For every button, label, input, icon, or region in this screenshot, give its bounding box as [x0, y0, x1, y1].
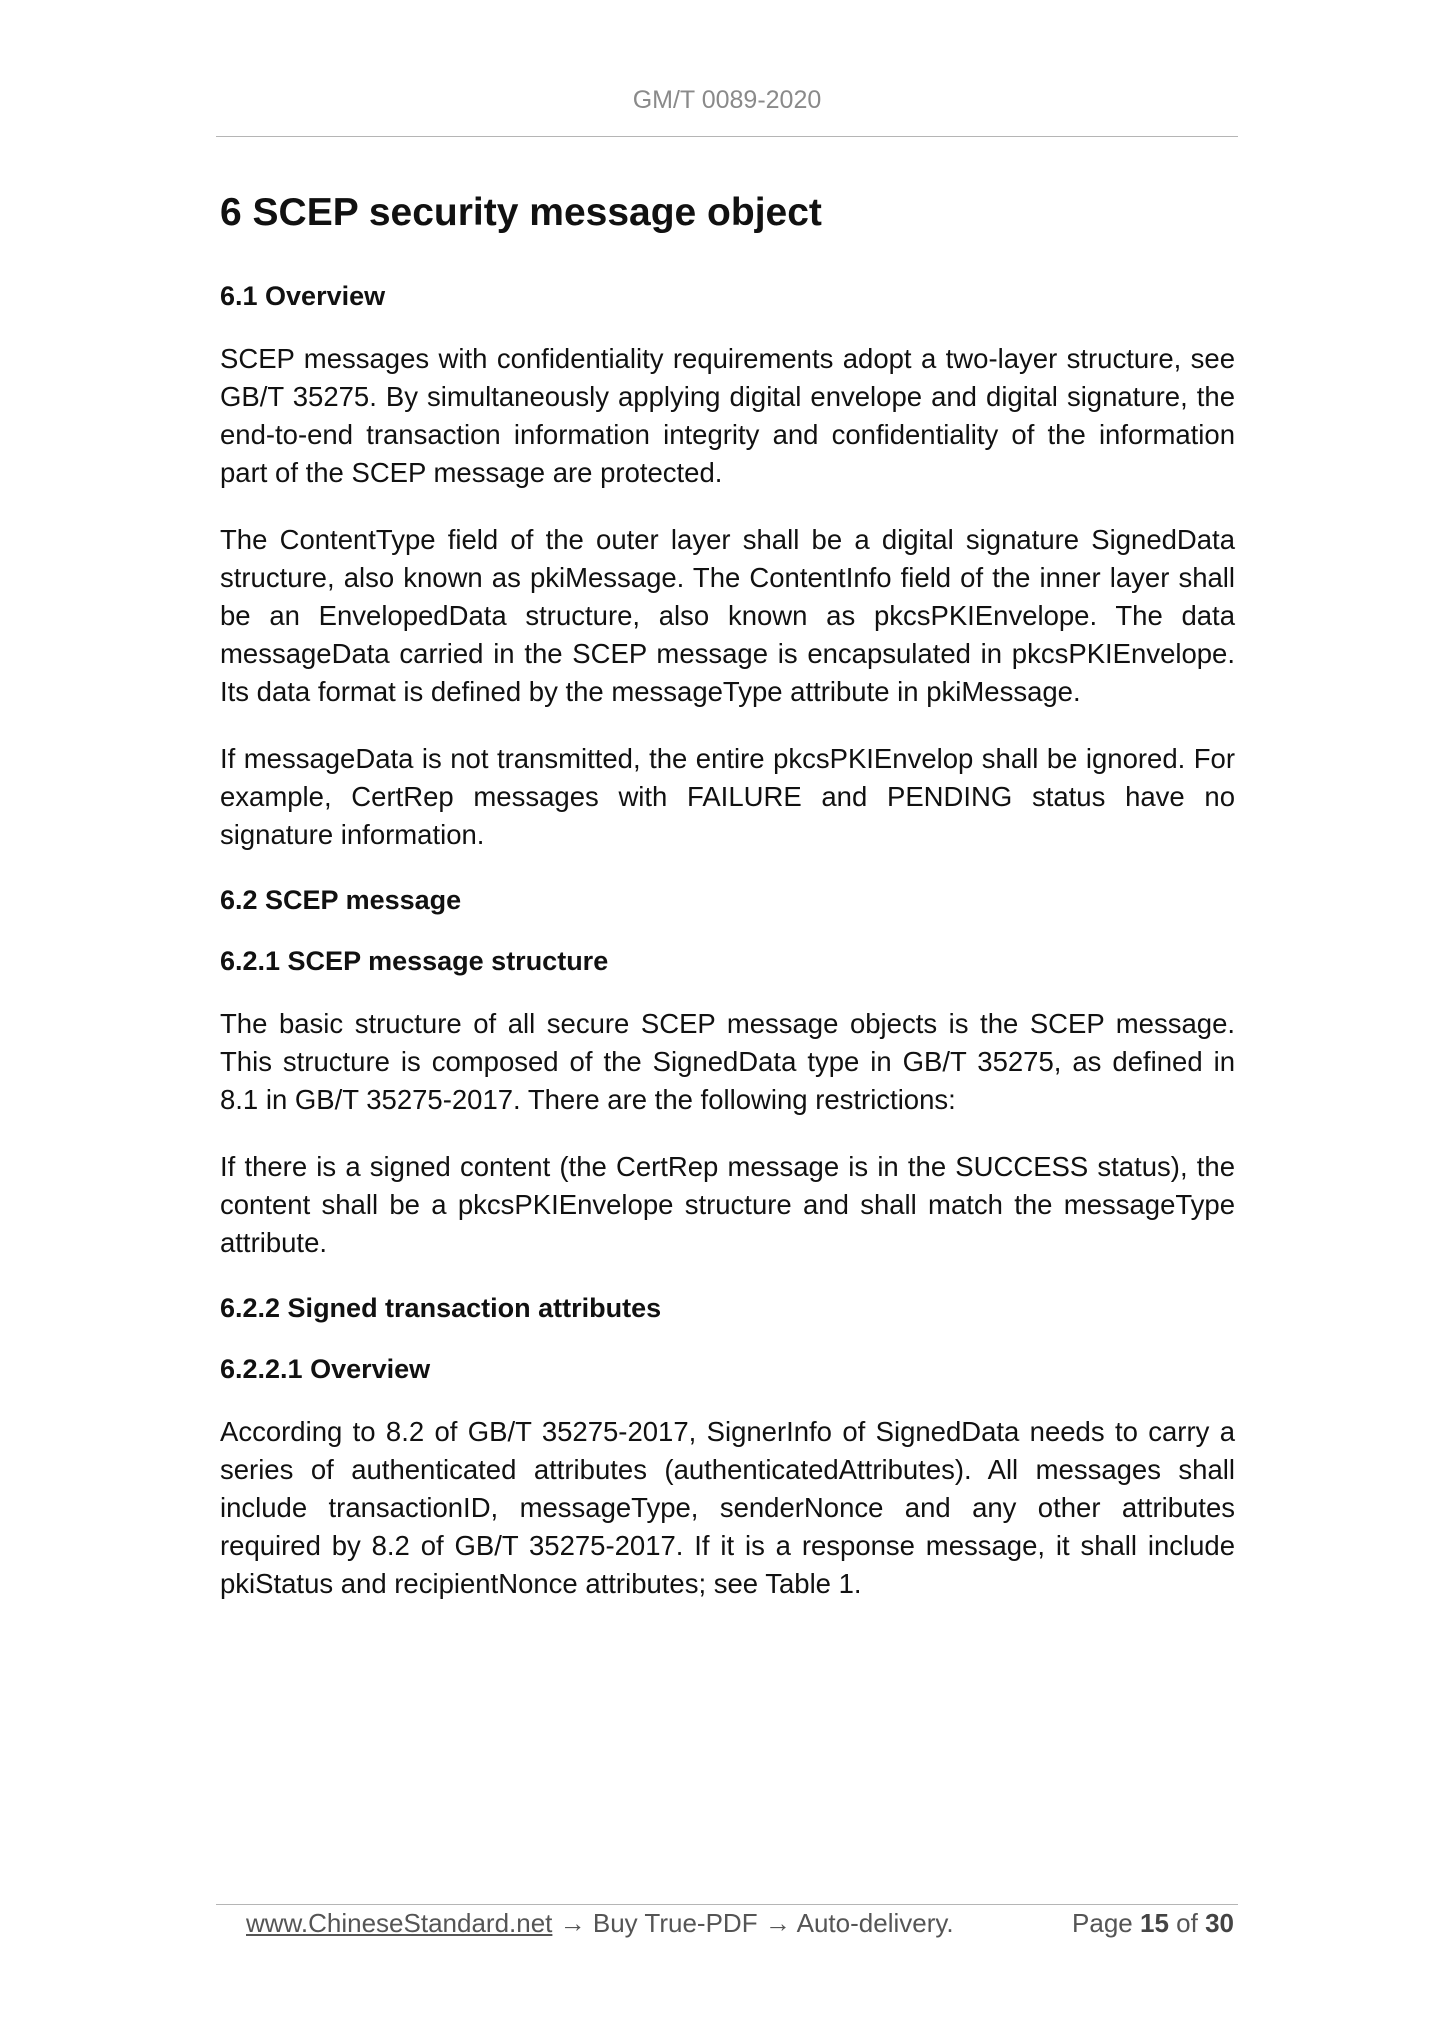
paragraph: If there is a signed content (the CertRep message is in the SUCCESS status), the content shall be a pkcsPKIEnvelope structure and shall match the messageType attribute. — [220, 1151, 1235, 1259]
subsection-heading-6-2-2: 6.2.2 Signed transaction attributes — [220, 1293, 662, 1324]
arrow-right-icon: → — [559, 1908, 586, 1938]
paragraph: According to 8.2 of GB/T 35275-2017, SignerInfo of SignedData needs to carry a series of authenticated attributes (authenticatedAttributes). All messages shall include transactionID, messageType, senderNonce and any other attributes required by 8.2 of GB/T 35275-2017. If it is a response message, it shall include pkiStatus and recipientNonce attributes; see Table 1. — [220, 1416, 1235, 1600]
paragraph: If messageData is not transmitted, the entire pkcsPKIEnvelop shall be ignored. For example, CertRep messages with FAILURE and PENDING status have no signature information. — [220, 742, 1235, 850]
subsection-heading-6-1: 6.1 Overview — [220, 280, 386, 311]
paragraph: The basic structure of all secure SCEP message objects is the SCEP message. This structure is composed of the SignedData type in GB/T 35275, as defined in 8.1 in GB/T 35275-2017. There are the following restrictions: — [220, 1008, 1235, 1116]
page-label: Page — [1072, 1908, 1133, 1938]
document-body — [220, 190, 1235, 1632]
buy-text: Buy True-PDF — [592, 1908, 758, 1938]
page-number — [1072, 1908, 1234, 1939]
total-pages: 30 — [1205, 1908, 1234, 1938]
subsection-heading-6-2: 6.2 SCEP message — [220, 884, 462, 915]
current-page: 15 — [1140, 1908, 1169, 1938]
arrow-right-icon: → — [764, 1908, 791, 1938]
footer-divider — [216, 1904, 1238, 1905]
header-divider — [216, 136, 1238, 137]
section-title: 6 SCEP security message object — [220, 191, 822, 234]
subsection-heading-6-2-2-1: 6.2.2.1 Overview — [220, 1354, 431, 1385]
subsection-heading-6-2-1: 6.2.1 SCEP message structure — [220, 945, 609, 976]
of-label: of — [1176, 1908, 1198, 1938]
footer-promo — [246, 1908, 954, 1939]
paragraph: SCEP messages with confidentiality requirements adopt a two-layer structure, see GB/T 35275. By simultaneously applying digital envelope and digital signature, the end-to-end transaction information integrity and confidentiality of the information part of the SCEP message are protected. — [220, 342, 1235, 488]
paragraph: The ContentType field of the outer layer shall be a digital signature SignedData structure, also known as pkiMessage. The ContentInfo field of the inner layer shall be an EnvelopedData structure, also known as pkcsPKIEnvelope. The data messageData carried in the SCEP message is encapsulated in pkcsPKIEnvelope. Its data format is defined by the messageType attribute in pkiMessage. — [220, 523, 1235, 707]
page-header: GM/T 0089-2020 — [632, 86, 822, 114]
delivery-text: Auto-delivery. — [796, 1908, 954, 1938]
website-link[interactable]: www.ChineseStandard.net — [246, 1908, 553, 1938]
